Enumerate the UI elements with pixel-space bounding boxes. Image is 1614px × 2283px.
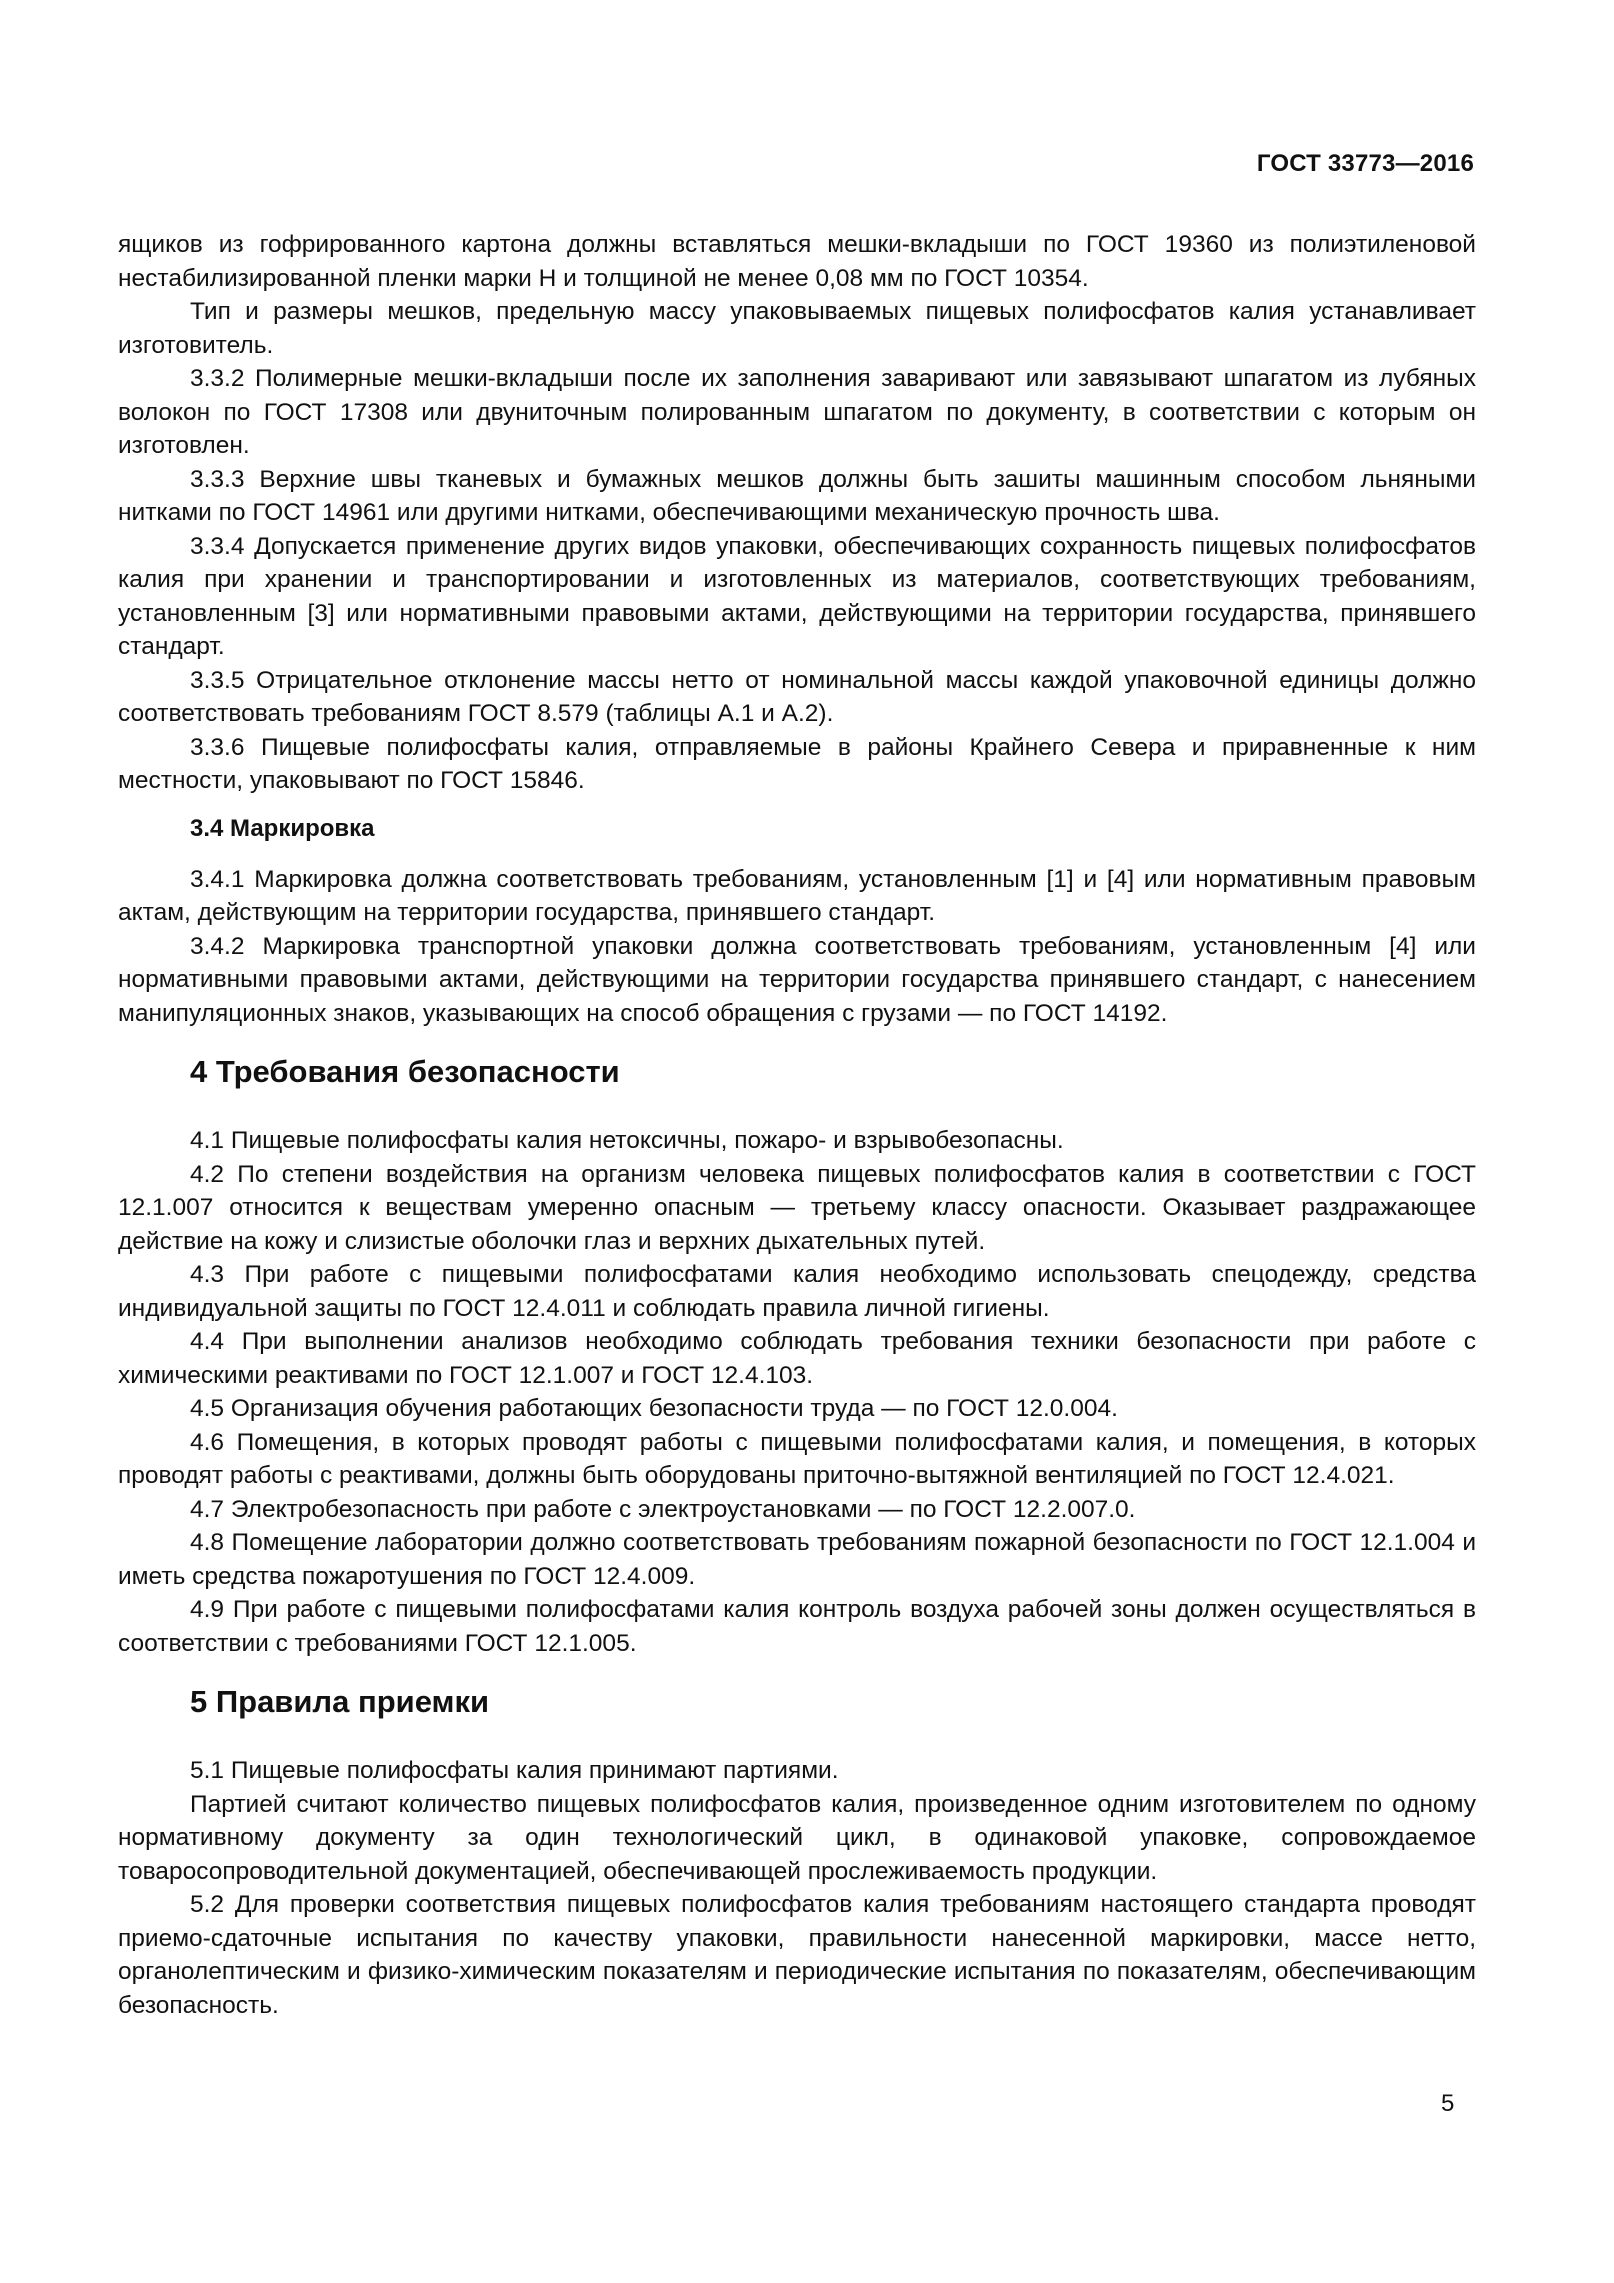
paragraph: 4.5 Организация обучения работающих безопасности труда — по ГОСТ 12.0.004. (190, 1395, 1118, 1422)
paragraph: 4.3 При работе с пищевыми полифосфатами калия необходимо использовать спецодежду, средства индивидуальной защиты по ГОСТ 12.4.011 и соблюдать правила личной гигиены. (118, 1261, 1476, 1322)
document-header: ГОСТ 33773—2016 (1256, 150, 1474, 177)
section-heading-4: 4 Требования безопасности (190, 1054, 620, 1089)
paragraph: Партией считают количество пищевых полифосфатов калия, произведенное одним изготовителем по одному нормативному документу за один технологический цикл, в одинаковой упаковке, сопровождаемое товаросопроводительной документацией, обеспечивающей прослеживаемость продукции. (118, 1790, 1476, 1885)
paragraph: 4.6 Помещения, в которых проводят работы с пищевыми полифосфатами калия, и помещения, в которых проводят работы с реактивами, должны быть оборудованы приточно-вытяжной вентиляцией по ГОСТ 12.4.021. (118, 1428, 1476, 1489)
paragraph: 5.1 Пищевые полифосфаты калия принимают партиями. (190, 1757, 839, 1784)
paragraph: 4.1 Пищевые полифосфаты калия нетоксичны, пожаро- и взрывобезопасны. (190, 1127, 1064, 1154)
paragraph-continued: ящиков из гофрированного картона должны вставляться мешки-вкладыши по ГОСТ 19360 из полиэтиленовой нестабилизированной пленки марки Н и толщиной не менее 0,08 мм по ГОСТ 10354. (118, 231, 1476, 292)
paragraph: 3.3.2 Полимерные мешки-вкладыши после их заполнения заваривают или завязывают шпагатом из лубяных волокон по ГОСТ 17308 или двуниточным полированным шпагатом по документу, в соответствии с которым он изготовлен. (118, 365, 1476, 459)
paragraph: 4.7 Электробезопасность при работе с электроустановками — по ГОСТ 12.2.007.0. (190, 1495, 1136, 1523)
paragraph: 3.4.1 Маркировка должна соответствовать требованиям, установленным [1] и [4] или нормативным правовым актам, действующим на территории государства, принявшего стандарт. (118, 865, 1476, 926)
paragraph: 3.3.4 Допускается применение других видов упаковки, обеспечивающих сохранность пищевых полифосфатов калия при хранении и транспортировании и изготовленных из материалов, соответствующих требованиям, установленным [3] или нормативными правовыми актами, действующими на территории государства, принявшего стандарт. (118, 532, 1476, 660)
paragraph: 4.9 При работе с пищевыми полифосфатами калия контроль воздуха рабочей зоны должен осуществляться в соответствии с требованиями ГОСТ 12.1.005. (118, 1596, 1476, 1657)
paragraph: 4.2 По степени воздействия на организм человека пищевых полифосфатов калия в соответствии с ГОСТ 12.1.007 относится к веществам умеренно опасным — третьему классу опасности. Оказывает раздражающее действие на кожу и слизистые оболочки глаз и верхних дыхательных путей. (118, 1160, 1476, 1255)
paragraph: 4.8 Помещение лаборатории должно соответствовать требованиям пожарной безопасности по ГОСТ 12.1.004 и иметь средства пожаротушения по ГОСТ 12.4.009. (118, 1529, 1476, 1590)
paragraph: Тип и размеры мешков, предельную массу упаковываемых пищевых полифосфатов калия устанавливает изготовитель. (118, 298, 1476, 359)
paragraph: 3.3.5 Отрицательное отклонение массы нетто от номинальной массы каждой упаковочной единицы должно соответствовать требованиям ГОСТ 8.579 (таблицы А.1 и А.2). (118, 666, 1476, 727)
paragraph: 3.4.2 Маркировка транспортной упаковки должна соответствовать требованиям, установленным [4] или нормативными правовыми актами, действующими на территории государства принявшего стандарт, с нанесением манипуляционных знаков, указывающих на способ обращения с грузами — по ГОСТ 14192. (118, 932, 1476, 1027)
paragraph: 3.3.3 Верхние швы тканевых и бумажных мешков должны быть зашиты машинным способом льняными нитками по ГОСТ 14961 или другими нитками, обеспечивающими механическую прочность шва. (118, 465, 1476, 526)
paragraph: 3.3.6 Пищевые полифосфаты калия, отправляемые в районы Крайнего Севера и приравненные к ним местности, упаковывают по ГОСТ 15846. (118, 733, 1476, 794)
subsection-heading-3-4: 3.4 Маркировка (190, 814, 375, 842)
page-number: 5 (1441, 2090, 1455, 2117)
section-heading-5: 5 Правила приемки (190, 1684, 490, 1719)
paragraph: 4.4 При выполнении анализов необходимо соблюдать требования техники безопасности при работе с химическими реактивами по ГОСТ 12.1.007 и ГОСТ 12.4.103. (118, 1328, 1476, 1389)
paragraph: 5.2 Для проверки соответствия пищевых полифосфатов калия требованиям настоящего стандарта проводят приемо-сдаточные испытания по качеству упаковки, правильности нанесенной маркировки, массе нетто, органолептическим и физико-химическим показателям и периодические испытания по показателям, обеспечивающим безопасность. (118, 1891, 1476, 2019)
document-body (118, 228, 1476, 2022)
